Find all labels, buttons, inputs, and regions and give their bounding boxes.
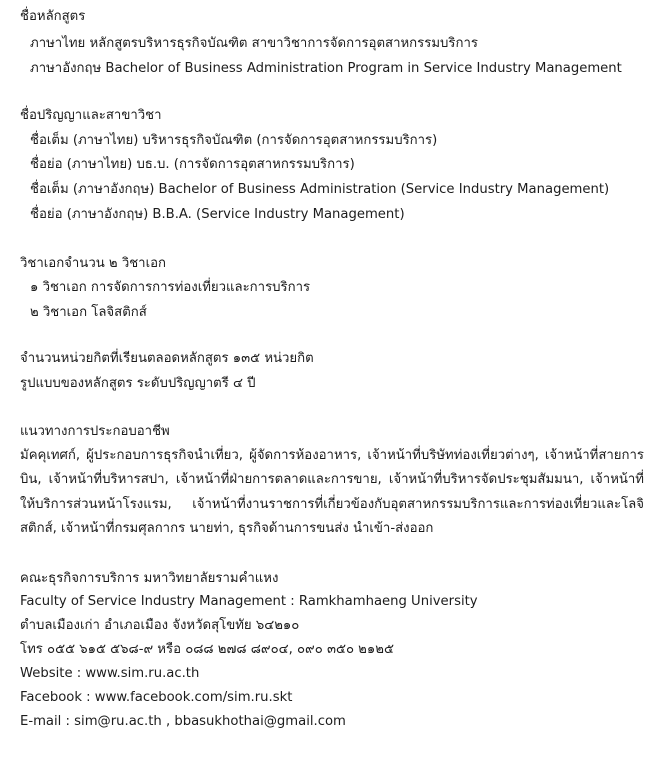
program-name-thai: ภาษาไทย หลักสูตรบริหารธุรกิจบัณฑิต สาขาวิชาการจัดการอุตสาหกรรมบริการ (30, 36, 478, 51)
program-name-heading: ชื่อหลักสูตร (20, 9, 86, 24)
program-name-english: ภาษาอังกฤษ Bachelor of Business Administration Program in Service Industry Management (30, 61, 622, 76)
careers-paragraph: มัคคุเทศก์, ผู้ประกอบการธุรกิจนำเที่ยว, ผู้จัดการห้องอาหาร, เจ้าหน้าที่บริษัทท่องเที่ยวต่างๆ, เจ้าหน้าที่สายการบิน, เจ้าหน้าที่บริหารสปา, เจ้าหน้าที่ฝ่ายการตลาดและการขาย, เจ้าหน้าที่บริหารจัดประชุมสัมมนา, เจ้าหน้าที่ให้บริการส่วนหน้าโรงแรม, เจ้าหน้าที่งานราชการที่เกี่ยวข้องกับอุตสาหกรรมบริการและการท่องเที่ยวและโลจิสติกส์, เจ้าหน้าที่กรมศุลกากร นายท่า, ธุรกิจด้านการขนส่ง นำเข้า-ส่งออก (20, 448, 644, 536)
degree-short-english: ชื่อย่อ (ภาษาอังกฤษ) B.B.A. (Service Industry Management) (30, 207, 405, 222)
degree-full-english: ชื่อเต็ม (ภาษาอังกฤษ) Bachelor of Business Administration (Service Industry Management) (30, 182, 610, 197)
degree-short-thai: ชื่อย่อ (ภาษาไทย) บธ.บ. (การจัดการอุตสาหกรรมบริการ) (30, 157, 355, 172)
phone: โทร ๐๕๕ ๖๑๕ ๕๖๘-๙ หรือ ๐๘๘ ๒๗๘ ๘๙๐๔, ๐๙๐ ๓๕๐ ๒๑๒๕ (20, 642, 394, 657)
address: ตำบลเมืองเก่า อำเภอเมือง จังหวัดสุโขทัย ๖๔๒๑๐ (20, 618, 300, 633)
faculty-thai: คณะธุรกิจการบริการ มหาวิทยาลัยรามคำแหง (20, 571, 279, 586)
degree-name-heading: ชื่อปริญญาและสาขาวิชา (20, 108, 162, 123)
major-item: ๑ วิชาเอก การจัดการการท่องเที่ยวและการบริการ (30, 280, 311, 295)
email-link[interactable]: E-mail : sim@ru.ac.th , bbasukhothai@gmail.com (20, 714, 346, 729)
major-item: ๒ วิชาเอก โลจิสติกส์ (30, 305, 147, 320)
degree-full-thai: ชื่อเต็ม (ภาษาไทย) บริหารธุรกิจบัณฑิต (การจัดการอุตสาหกรรมบริการ) (30, 133, 438, 148)
program-format: รูปแบบของหลักสูตร ระดับปริญญาตรี ๔ ปี (20, 376, 256, 391)
facebook-link[interactable]: Facebook : www.facebook.com/sim.ru.skt (20, 690, 293, 705)
careers-heading: แนวทางการประกอบอาชีพ (20, 424, 170, 439)
website-link[interactable]: Website : www.sim.ru.ac.th (20, 666, 200, 681)
total-credits: จำนวนหน่วยกิตที่เรียนตลอดหลักสูตร ๑๓๕ หน่วยกิต (20, 351, 314, 366)
majors-heading: วิชาเอกจำนวน ๒ วิชาเอก (20, 256, 166, 271)
faculty-english: Faculty of Service Industry Management : Ramkhamhaeng University (20, 594, 478, 609)
